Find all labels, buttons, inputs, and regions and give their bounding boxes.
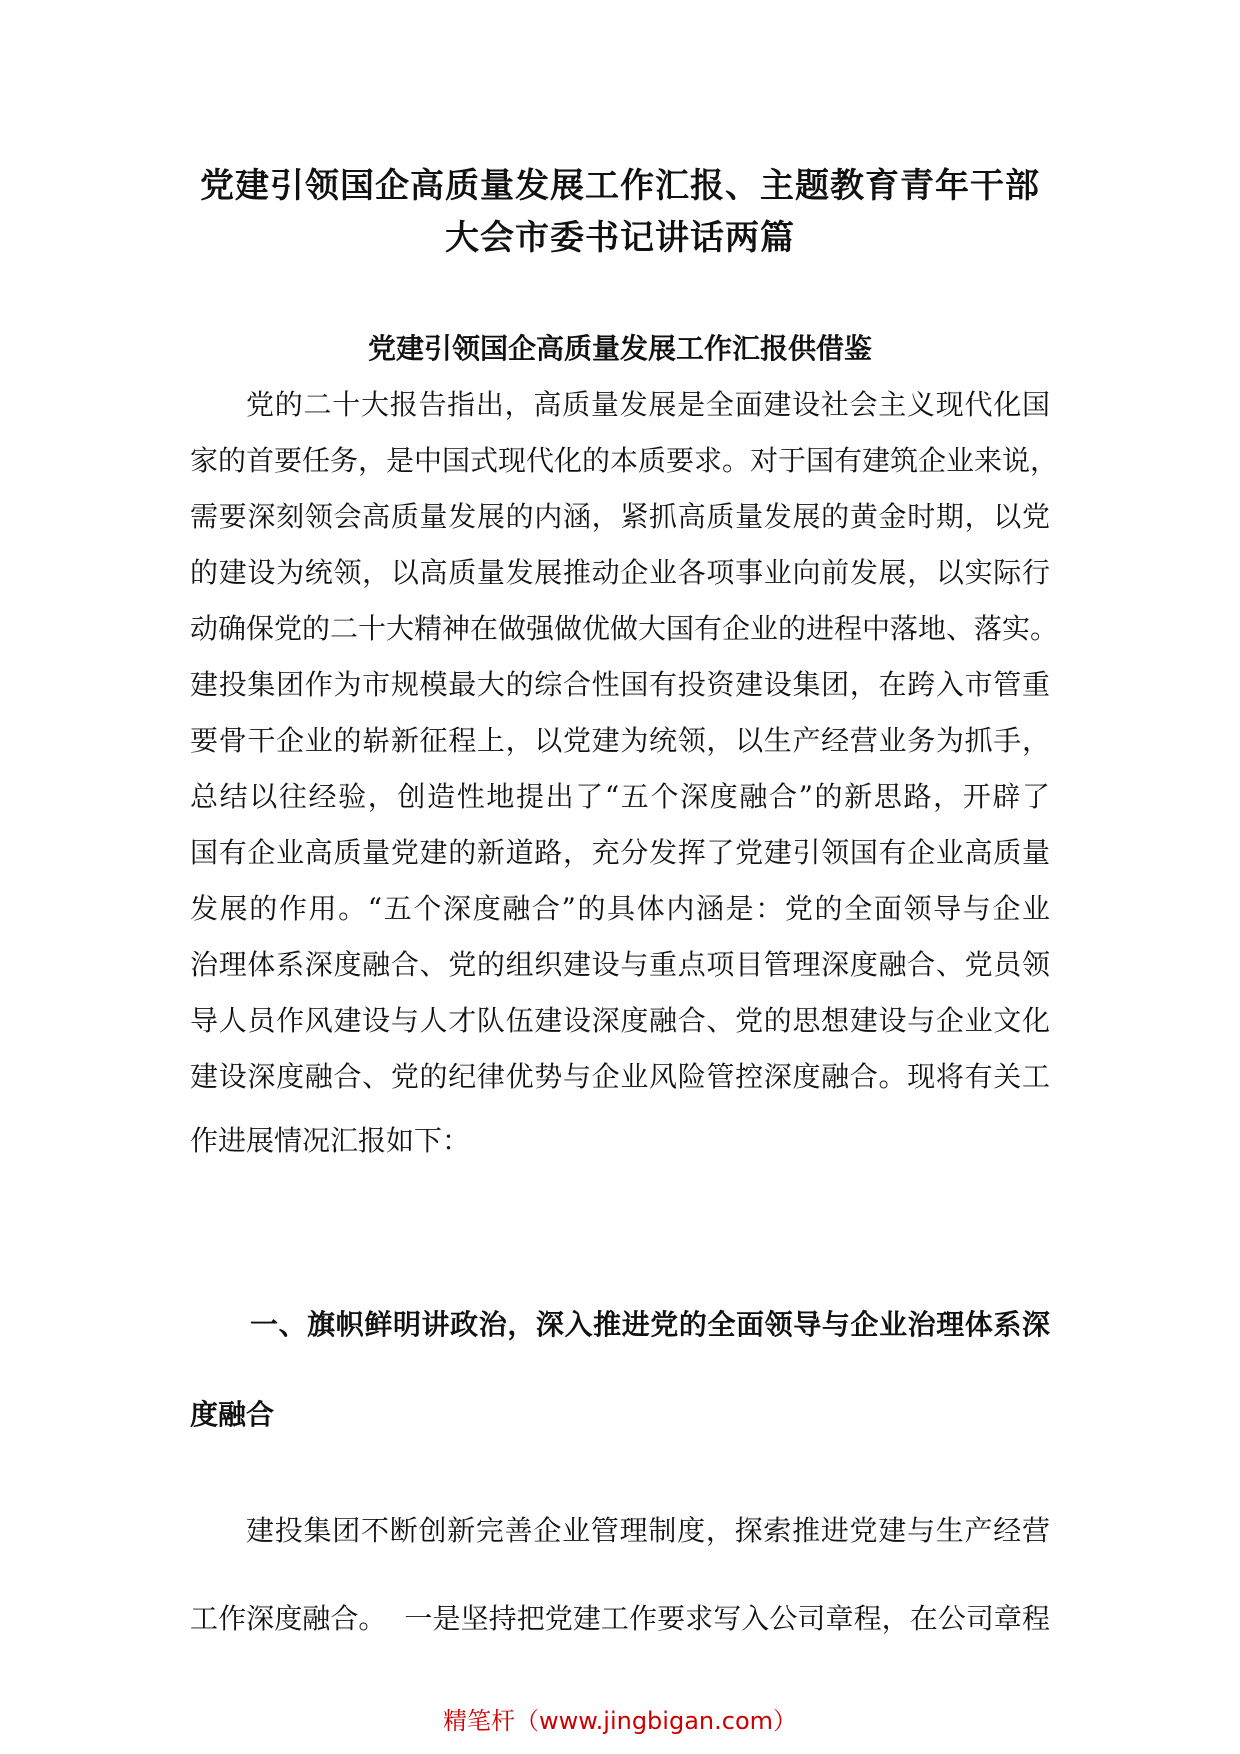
intro-line: 需要深刻领会高质量发展的内涵，紧抓高质量发展的黄金时期，以党 (190, 500, 1050, 533)
intro-line: 党的二十大报告指出，高质量发展是全面建设社会主义现代化国 (246, 388, 1050, 421)
document-title-line-2: 大会市委书记讲话两篇 (445, 218, 795, 258)
section-heading-1-line-1: 一、旗帜鲜明讲政治，深入推进党的全面领导与企业治理体系深 (250, 1308, 1050, 1341)
intro-line: 总结以往经验，创造性地提出了“五个深度融合”的新思路，开辟了 (190, 780, 1050, 813)
body-line: 工作深度融合。 一是坚持把党建工作要求写入公司章程，在公司章程 (190, 1602, 1050, 1635)
intro-line: 导人员作风建设与人才队伍建设深度融合、党的思想建设与企业文化 (190, 1004, 1050, 1037)
body-line: 建投集团不断创新完善企业管理制度，探索推进党建与生产经营 (246, 1514, 1050, 1547)
intro-line: 发展的作用。“五个深度融合”的具体内涵是：党的全面领导与企业 (190, 892, 1050, 925)
section-heading-1-line-2: 度融合 (190, 1398, 275, 1431)
section-heading-1 (190, 1280, 1050, 1460)
section-title: 党建引领国企高质量发展工作汇报供借鉴 (367, 332, 872, 365)
intro-line: 要骨干企业的崭新征程上，以党建为统领，以生产经营业务为抓手， (190, 724, 1050, 757)
intro-line: 家的首要任务，是中国式现代化的本质要求。对于国有建筑企业来说， (190, 444, 1059, 477)
body-paragraph-2 (190, 1487, 1050, 1663)
intro-line: 建投集团作为市规模最大的综合性国有投资建设集团，在跨入市管重 (190, 668, 1050, 701)
intro-line: 治理体系深度融合、党的组织建设与重点项目管理深度融合、党员领 (190, 948, 1050, 981)
intro-paragraph (190, 377, 1059, 1177)
intro-line: 建设深度融合、党的纪律优势与企业风险管控深度融合。现将有关工 (190, 1060, 1050, 1093)
intro-line: 动确保党的二十大精神在做强做优做大国有企业的进程中落地、落实。 (190, 612, 1059, 645)
footer-watermark: 精笔杆（www.jingbigan.com） (442, 1707, 798, 1735)
intro-line: 作进展情况汇报如下： (190, 1124, 471, 1157)
intro-line: 的建设为统领，以高质量发展推动企业各项事业向前发展，以实际行 (190, 556, 1050, 589)
document-title-line-1: 党建引领国企高质量发展工作汇报、主题教育青年干部 (200, 166, 1040, 206)
document-title (190, 160, 1050, 264)
intro-line: 国有企业高质量党建的新道路，充分发挥了党建引领国有企业高质量 (190, 836, 1050, 869)
